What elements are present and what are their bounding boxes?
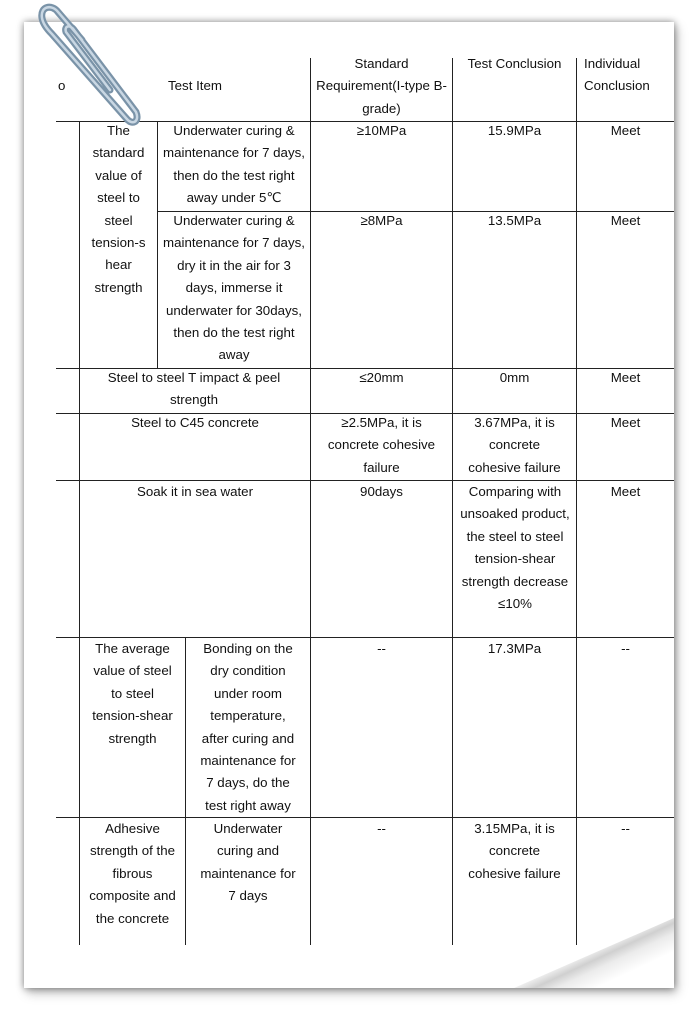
document-page: [24, 22, 674, 988]
row-number: 5: [61, 639, 69, 654]
header-standard: Standard Requirement(I-type B- grade): [316, 56, 447, 116]
verdict: Meet: [610, 484, 641, 499]
standard-value: ≥2.5MPa, it is concrete cohesive failure: [327, 415, 436, 475]
row-number: 3: [61, 415, 69, 430]
group-label: The standard value of steel to steel tension-s hear strength: [91, 123, 146, 295]
test-item: Soak it in sea water: [136, 484, 254, 499]
verdict: Meet: [610, 370, 641, 385]
group-label: Adhesive strength of the fibrous composite and the concrete: [89, 821, 176, 926]
test-item: Steel to C45 concrete: [131, 415, 259, 430]
verdict: --: [621, 821, 630, 836]
test-result: 13.5MPa: [487, 213, 542, 228]
test-result: 3.67MPa, it is concrete cohesive failure: [468, 415, 561, 475]
standard-value: ≤20mm: [359, 370, 404, 385]
test-result: 0mm: [499, 370, 530, 385]
row-number: 2: [61, 370, 69, 385]
column-divider: [452, 58, 453, 945]
row-number: 6: [61, 819, 69, 834]
test-result: Comparing with unsoaked product, the steel to steel tension-shear strength decrease ≤10%: [460, 484, 570, 612]
header-no: o: [58, 78, 66, 93]
standard-value: ≥10MPa: [356, 123, 407, 138]
test-item: Bonding on the dry condition under room temperature, after curing and maintenance for 7 days, do the test right away: [200, 641, 296, 813]
test-result: 17.3MPa: [487, 641, 542, 656]
row-number: 4: [61, 482, 69, 497]
row-number: 1: [61, 123, 69, 138]
test-result: 3.15MPa, it is concrete cohesive failure: [468, 821, 561, 881]
verdict: Meet: [610, 415, 641, 430]
header-individual-conclusion: Individual Conclusion: [584, 56, 650, 94]
verdict: --: [621, 641, 630, 656]
test-result: 15.9MPa: [487, 123, 542, 138]
test-item: Underwater curing and maintenance for 7 days: [200, 821, 296, 904]
header-test-conclusion: Test Conclusion: [467, 56, 562, 71]
page-curl: [514, 918, 674, 988]
test-item: Underwater curing & maintenance for 7 days, then do the test right away under 5℃: [163, 123, 305, 206]
test-item: Steel to steel T impact & peel strength: [107, 370, 281, 408]
group-label: The average value of steel to steel tension-shear strength: [92, 641, 173, 746]
test-item: Underwater curing & maintenance for 7 days, dry it in the air for 3 days, immerse it underwater for 30days, then do the test right away: [163, 213, 305, 363]
standard-value: --: [377, 641, 386, 656]
header-test-item: Test Item: [168, 78, 222, 93]
standard-value: ≥8MPa: [360, 213, 403, 228]
verdict: Meet: [610, 213, 641, 228]
standard-value: 90days: [360, 484, 403, 499]
verdict: Meet: [610, 123, 641, 138]
standard-value: --: [377, 821, 386, 836]
paperclip-icon: [30, 0, 150, 140]
